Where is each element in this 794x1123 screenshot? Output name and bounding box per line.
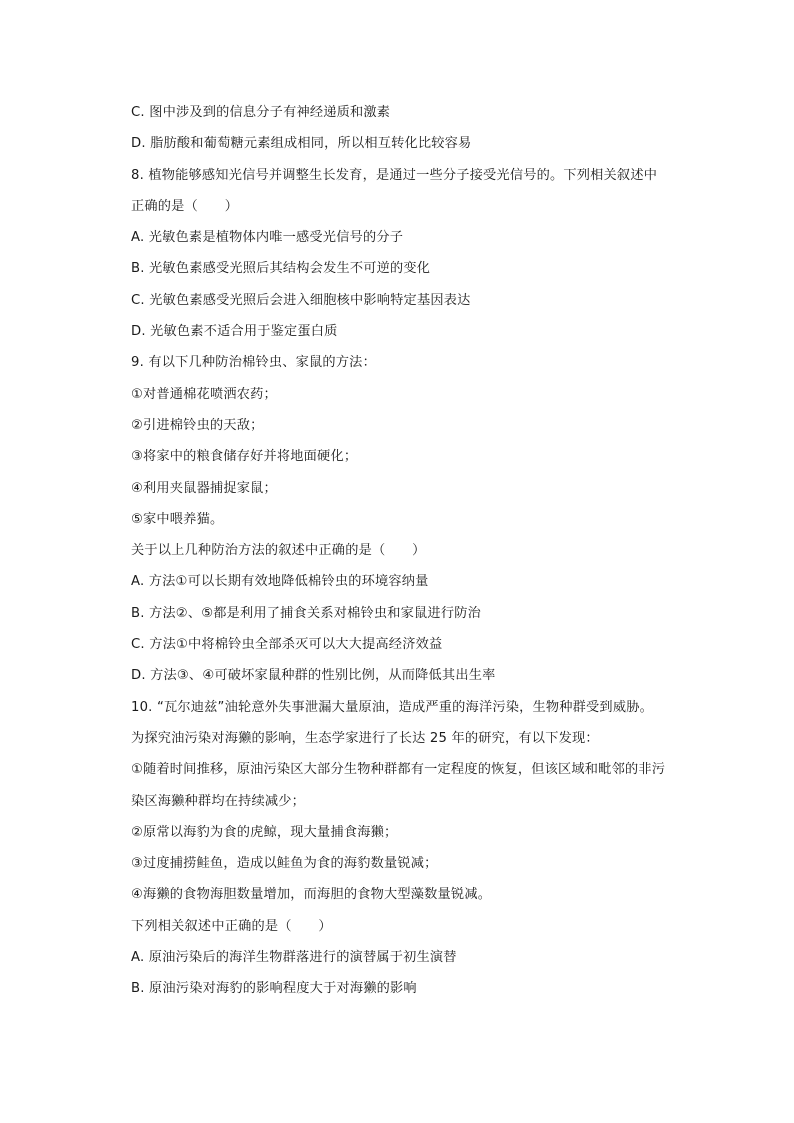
q10-finding-4: ④海獭的食物海胆数量增加，而海胆的食物大型藻数量锐减。 (131, 887, 492, 903)
q10-finding-1: ①随着时间推移，原油污染区大部分生物种群都有一定程度的恢复，但该区域和毗邻的非污 (131, 762, 666, 778)
q9-method-1: ①对普通棉花喷洒农药； (131, 386, 277, 402)
document-body (131, 97, 711, 1005)
option-b-q8: B. 光敏色素感受光照后其结构会发生不可逆的变化 (131, 261, 431, 277)
option-a-q8: A. 光敏色素是植物体内唯一感受光信号的分子 (131, 230, 404, 246)
option-d-q8: D. 光敏色素不适合用于鉴定蛋白质 (131, 324, 338, 340)
q9-method-3: ③将家中的粮食储存好并将地面硬化； (131, 449, 358, 465)
question-10-stem-cont: 为探究油污染对海獭的影响，生态学家进行了长达 25 年的研究，有以下发现： (131, 730, 599, 746)
q10-finding-2: ②原常以海豹为食的虎鲸，现大量捕食海獭； (131, 824, 398, 840)
option-a-q9: A. 方法①可以长期有效地降低棉铃虫的环境容纳量 (131, 574, 429, 590)
question-8-stem: 8. 植物能够感知光信号并调整生长发育，是通过一些分子接受光信号的。下列相关叙述中 (131, 167, 658, 183)
q9-method-5: ⑤家中喂养猫。 (131, 511, 224, 527)
option-d-q9: D. 方法③、④可破坏家鼠种群的性别比例，从而降低其出生率 (131, 668, 496, 684)
question-10-stem: 10. “瓦尔迪兹”油轮意外失事泄漏大量原油，造成严重的海洋污染，生物种群受到威胁。 (131, 699, 653, 715)
q10-finding-3: ③过度捕捞鲑鱼，造成以鲑鱼为食的海豹数量锐减； (131, 856, 438, 872)
option-b-q10: B. 原油污染对海豹的影响程度大于对海獭的影响 (131, 981, 417, 997)
q9-method-2: ②引进棉铃虫的天敌； (131, 417, 264, 433)
question-9-stem: 9. 有以下几种防治棉铃虫、家鼠的方法： (131, 355, 376, 371)
option-c-q9: C. 方法①中将棉铃虫全部杀灭可以大大提高经济效益 (131, 637, 443, 653)
q10-finding-1-cont: 染区海獭种群均在持续减少； (131, 793, 306, 809)
option-a-q10: A. 原油污染后的海洋生物群落进行的演替属于初生演替 (131, 950, 457, 966)
option-b-q9: B. 方法②、⑤都是利用了捕食关系对棉铃虫和家鼠进行防治 (131, 605, 481, 621)
question-8-stem-cont: 正确的是（ ） (131, 198, 239, 214)
q9-method-4: ④利用夹鼠器捕捉家鼠； (131, 480, 277, 496)
q9-prompt: 关于以上几种防治方法的叙述中正确的是（ ） (131, 543, 426, 559)
option-c-q7: C. 图中涉及到的信息分子有神经递质和激素 (131, 105, 391, 120)
option-d-q7: D. 脂肪酸和葡萄糖元素组成相同，所以相互转化比较容易 (131, 136, 472, 152)
q10-prompt: 下列相关叙述中正确的是（ ） (131, 918, 332, 934)
option-c-q8: C. 光敏色素感受光照后会进入细胞核中影响特定基因表达 (131, 292, 471, 308)
